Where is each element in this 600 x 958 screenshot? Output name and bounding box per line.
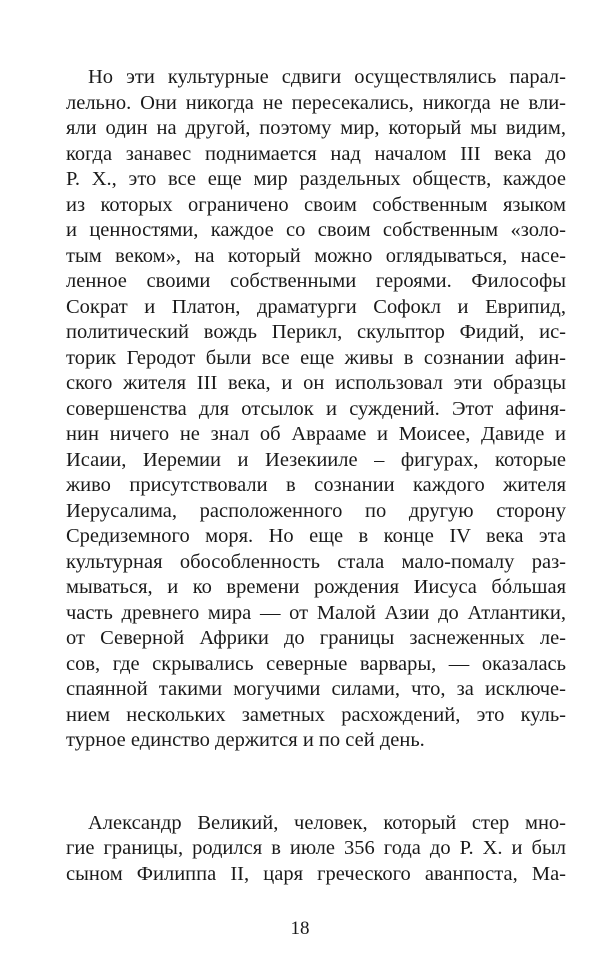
text-line: Сократ и Платон, драматурги Софокл и Еврипид, [66, 295, 566, 318]
text-line: спаянной такими могучими силами, что, за исключе- [66, 678, 566, 700]
book-page-text [66, 65, 566, 887]
text-line: Средиземного моря. Но еще в конце IV века эта [66, 525, 566, 547]
text-line: когда занавес поднимается над началом III века до [66, 142, 566, 165]
text-line: ленное своими собственными героями. Философы [66, 270, 566, 292]
text-line: из которых ограничено своим собственным языком [66, 193, 566, 216]
text-line: яли один на другой, поэтому мир, который мы видим, [66, 117, 566, 139]
paragraph-alexander [66, 811, 566, 888]
text-line: живо присутствовали в сознании каждого жителя [66, 474, 566, 496]
text-line: лельно. Они никогда не пересекались, никогда не вли- [66, 91, 566, 114]
text-line: нин ничего не знал об Аврааме и Моисее, Давиде и [66, 423, 566, 445]
text-line: турное единство держится и по сей день. [66, 729, 425, 751]
paragraph-cultural-shifts [66, 65, 566, 754]
text-line: и ценностями, каждое со своим собственным «золо- [66, 219, 566, 241]
text-line: Р. Х., это все еще мир раздельных обществ, каждое [66, 168, 566, 190]
text-line: Иерусалима, расположенного по другую сторону [66, 499, 566, 522]
text-line: часть древнего мира — от Малой Азии до Атлантики, [66, 601, 566, 624]
text-line: культурная обособленность стала мало-помалу раз- [66, 550, 566, 573]
text-line: мываться, и ко времени рождения Иисуса бóльшая [66, 576, 566, 598]
text-line: сыном Филиппа II, царя греческого аванпоста, Ма- [66, 862, 566, 885]
text-line: сов, где скрывались северные варвары, — оказалась [66, 652, 566, 675]
text-line: от Северной Африки до границы заснеженных ле- [66, 627, 566, 649]
text-line: политический вождь Перикл, скульптор Фидий, ис- [66, 321, 566, 343]
text-line: Но эти культурные сдвиги осуществлялись парал- [88, 66, 566, 88]
page-number: 18 [290, 918, 310, 939]
text-line: торик Геродот были все еще живы в сознании афин- [66, 346, 566, 369]
text-line: гие границы, родился в июле 356 года до Р. Х. и был [66, 837, 566, 859]
text-line: нием нескольких заметных расхождений, это куль- [66, 703, 566, 726]
text-line: Исаии, Иеремии и Иезекииле – фигурах, которые [66, 448, 566, 471]
text-line: совершенства для отсылок и суждений. Этот афиня- [66, 397, 566, 420]
text-line: Александр Великий, человек, который стер мно- [88, 811, 566, 834]
text-line: ского жителя III века, и он использовал эти образцы [66, 372, 566, 394]
text-line: тым веком», на который можно оглядываться, насе- [66, 244, 566, 267]
